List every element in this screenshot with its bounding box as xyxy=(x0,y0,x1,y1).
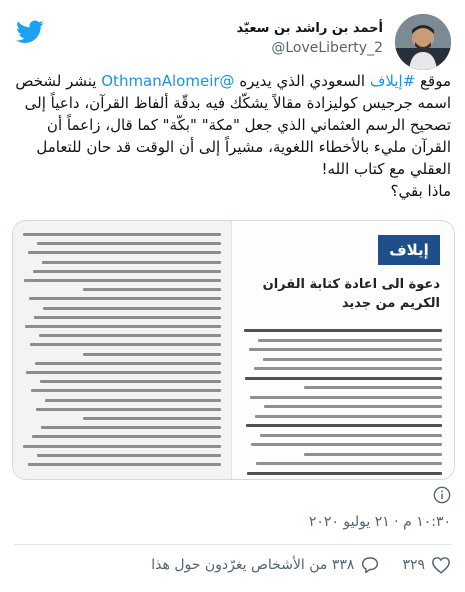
article-text-line xyxy=(25,325,221,328)
like-button[interactable] xyxy=(402,556,451,574)
article-text-line xyxy=(245,377,442,380)
talking-about-text: ٣٣٨ من الأشخاص يغرّدون حول هذا xyxy=(151,557,355,573)
divider xyxy=(14,544,451,545)
article-text-line xyxy=(37,242,221,245)
article-text-line xyxy=(35,362,221,365)
article-text-line xyxy=(260,434,442,437)
author-block[interactable] xyxy=(237,20,384,58)
article-text-line xyxy=(31,389,221,392)
avatar[interactable] xyxy=(395,14,451,70)
article-text-line xyxy=(23,233,221,236)
mention-link[interactable]: @OthmanAlomeir xyxy=(101,72,235,90)
conversation-button[interactable] xyxy=(151,556,380,574)
article-text-line xyxy=(34,316,221,319)
tweet-closing: ماذا بقي؟ xyxy=(390,182,451,200)
article-text-line xyxy=(255,415,442,418)
article-text-line xyxy=(23,445,221,448)
author-handle[interactable]: @LoveLiberty_2 xyxy=(271,40,383,56)
article-text-line xyxy=(37,454,221,457)
tweet-text-start: موقع xyxy=(415,72,451,90)
article-text-line xyxy=(26,371,221,374)
media-article-page-right xyxy=(232,221,454,479)
article-text-line xyxy=(83,353,221,356)
article-text-line xyxy=(83,288,221,291)
article-text-line xyxy=(30,343,221,346)
article-text-line xyxy=(254,367,442,370)
twitter-bird-icon[interactable] xyxy=(16,20,44,44)
article-text-line xyxy=(40,380,221,383)
article-text-line xyxy=(28,251,221,254)
article-text-line xyxy=(32,435,221,438)
article-text-line xyxy=(29,297,221,300)
media-article-page-left xyxy=(13,221,232,479)
article-text-line xyxy=(43,307,221,310)
avatar-portrait-icon xyxy=(395,14,451,70)
article-text-line xyxy=(258,339,442,342)
media-headline: دعوة الى اعادة كتابة القران الكريم من جديد xyxy=(262,277,440,311)
tweet-text xyxy=(14,70,451,202)
like-count: ٣٢٩ xyxy=(402,557,425,573)
hashtag-link[interactable]: #إيلاف xyxy=(369,72,416,90)
article-text-line xyxy=(33,270,221,273)
article-text-line xyxy=(264,405,442,408)
tweet-text-middle: السعودي الذي يديره xyxy=(234,72,370,90)
article-text-line xyxy=(244,329,442,332)
article-text-line xyxy=(250,396,442,399)
article-text-line xyxy=(42,261,221,264)
article-text-line xyxy=(39,334,221,337)
tweet-paragraph xyxy=(14,70,451,180)
reply-bubble-icon xyxy=(360,556,380,574)
article-text-line xyxy=(28,463,221,466)
article-text-line xyxy=(251,443,442,446)
tweet-actions xyxy=(151,556,451,574)
info-icon[interactable] xyxy=(433,486,451,504)
elaph-logo: إيلاف xyxy=(378,235,440,265)
tweet-text-end: ينشر لشخص اسمه جرجيس كوليزادة مقالاً يشكّك فيه بدقّة ألفاظ القرآن، داعياً إلى تصحيح الرسم العثماني الذي جعل "مكة" "بكّة" كما قال، زاعماً أن القرآن مليء بالأخطاء اللغوية، مشيراً إلى أن الوقت قد حان للتعامل العقلي مع كتاب الله! xyxy=(15,72,451,178)
article-text-line xyxy=(41,426,221,429)
article-text-line xyxy=(246,424,442,427)
article-text-line xyxy=(24,279,221,282)
article-text-line xyxy=(45,399,221,402)
tweet-media-image[interactable] xyxy=(12,220,455,480)
article-text-line xyxy=(304,453,442,456)
article-text-line xyxy=(249,348,442,351)
article-text-line xyxy=(36,408,221,411)
tweet-timestamp[interactable]: ١٠:٣٠ م · ٢١ يوليو ٢٠٢٠ xyxy=(308,514,451,530)
article-text-line xyxy=(263,358,442,361)
article-text-line xyxy=(247,472,442,475)
article-text-line xyxy=(256,462,442,465)
article-text-line xyxy=(83,417,221,420)
heart-icon xyxy=(431,556,451,574)
article-text-line xyxy=(304,386,442,389)
author-name[interactable]: أحمد بن راشد بن سعيّد xyxy=(236,21,383,36)
